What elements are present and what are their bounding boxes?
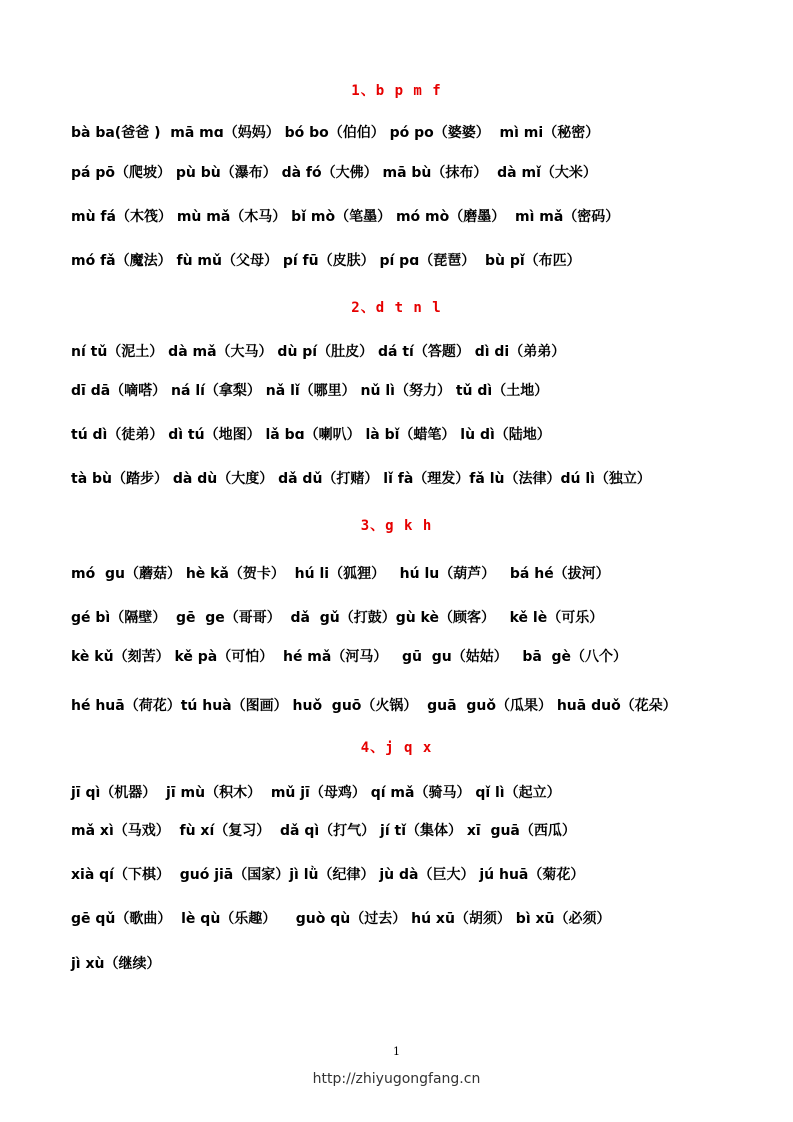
page-number: 1: [393, 1045, 400, 1058]
word-row: pá pō（爬坡） pù bù（瀑布） dà fó（大佛） mā bù（抹布） dà mǐ（大米）: [71, 165, 597, 181]
word-row: dī dā（嘀嗒） ná lí（拿梨） nǎ lǐ（哪里） nǔ lì（努力） tǔ dì（土地）: [71, 383, 549, 399]
section-heading-dtnl: 2、d t n l: [351, 300, 442, 316]
word-row: mó fǎ（魔法） fù mǔ（父母） pí fū（皮肤） pí pɑ（琵琶） bù pǐ（布匹）: [71, 253, 581, 269]
word-row: ní tǔ（泥土） dà mǎ（大马） dù pí（肚皮） dá tí（答题） dì di（弟弟）: [71, 344, 566, 360]
word-row: jì xù（继续）: [71, 956, 161, 972]
section-heading-gkh: 3、g k h: [360, 518, 433, 534]
section-heading-bpmf: 1、b p m f: [351, 83, 442, 99]
footer-url: http://zhiyugongfang.cn: [312, 1071, 481, 1087]
word-row: mǎ xì（马戏） fù xí（复习） dǎ qì（打气） jí tǐ（集体） xī guā（西瓜）: [71, 823, 576, 839]
word-row: jī qì（机器） jī mù（积木） mǔ jī（母鸡） qí mǎ（骑马） qǐ lì（起立）: [71, 785, 561, 801]
word-row: kè kǔ（刻苦） kě pà（可怕） hé mǎ（河马） gū gu（姑姑） bā gè（八个）: [71, 649, 628, 665]
word-row: tà bù（踏步） dà dù（大度） dǎ dǔ（打赌） lǐ fà（理发）fǎ lù（法律）dú lì（独立）: [71, 471, 651, 487]
word-row: mó gu（蘑菇） hè kǎ（贺卡） hú li（狐狸） hú lu（葫芦） bá hé（拔河）: [71, 566, 610, 582]
word-row: gé bì（隔壁） gē ge（哥哥） dǎ gǔ（打鼓）gù kè（顾客） kě lè（可乐）: [71, 610, 604, 626]
word-row: tú dì（徒弟） dì tú（地图） lǎ bɑ（喇叭） là bǐ（蜡笔） lù dì（陆地）: [71, 427, 551, 443]
word-row: hé huā（荷花）tú huà（图画） huǒ guō（火锅） guā guǒ（瓜果） huā duǒ（花朵）: [71, 698, 677, 714]
word-row: xià qí（下棋） guó jiā（国家）jì lǜ（纪律） jù dà（巨大） jú huā（菊花）: [71, 867, 585, 883]
word-row: bà ba(爸爸 ) mā mɑ（妈妈） bó bo（伯伯） pó po（婆婆） mì mi（秘密）: [71, 125, 600, 141]
section-heading-jqx: 4、j q x: [360, 740, 433, 756]
word-row: mù fá（木筏） mù mǎ（木马） bǐ mò（笔墨） mó mò（磨墨） mì mǎ（密码）: [71, 209, 620, 225]
word-row: gē qǔ（歌曲） lè qù（乐趣） guò qù（过去） hú xū（胡须） bì xū（必须）: [71, 911, 611, 927]
